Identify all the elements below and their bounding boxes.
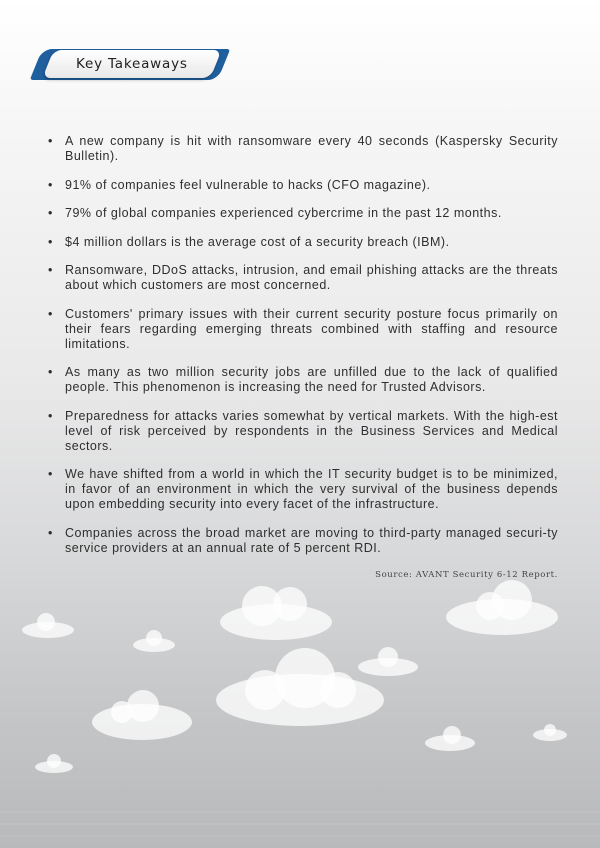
cloud-icon	[22, 613, 74, 638]
list-item: • 91% of companies feel vulnerable to hacks (CFO magazine).	[48, 178, 558, 193]
cloud-icon	[533, 724, 567, 741]
list-item: • Companies across the broad market are moving to third-party managed securi-ty service providers at an annual rate of 5 percent RDI.	[48, 526, 558, 556]
cloud-icon	[216, 648, 384, 726]
cloud-icon	[425, 726, 475, 751]
cloud-icon	[92, 690, 192, 740]
cloud-icon	[35, 754, 73, 773]
list-item: • Ransomware, DDoS attacks, intrusion, and email phishing attacks are the threats about which customers are most concerned.	[48, 263, 558, 293]
cloud-icon	[220, 586, 332, 640]
list-item: • As many as two million security jobs are unfilled due to the lack of qualified people. This phenomenon is increasing the need for Trusted Advisors.	[48, 365, 558, 395]
list-item: • We have shifted from a world in which the IT security budget is to be minimized, in favor of an environment in which the very survival of the business depends upon embedding security into every facet of the infrastructure.	[48, 467, 558, 512]
cloud-icon	[446, 580, 558, 635]
takeaways-content	[48, 134, 558, 581]
list-item: • $4 million dollars is the average cost of a security breach (IBM).	[48, 235, 558, 250]
list-item: • A new company is hit with ransomware every 40 seconds (Kaspersky Security Bulletin).	[48, 134, 558, 164]
list-item: • 79% of global companies experienced cybercrime in the past 12 months.	[48, 206, 558, 221]
source-citation: Source: AVANT Security 6-12 Report.	[375, 570, 558, 580]
section-header	[36, 49, 226, 81]
cloud-icon	[133, 630, 175, 652]
list-item: • Customers' primary issues with their current security posture focus primarily on their fears regarding emerging threats combined with staffing and resource limitations.	[48, 307, 558, 352]
list-item: • Preparedness for attacks varies somewhat by vertical markets. With the high-est level of risk perceived by respondents in the Business Services and Medical sectors.	[48, 409, 558, 454]
takeaways-list	[48, 134, 558, 556]
section-title: Key Takeaways	[76, 56, 188, 72]
cloud-icon	[358, 647, 418, 676]
